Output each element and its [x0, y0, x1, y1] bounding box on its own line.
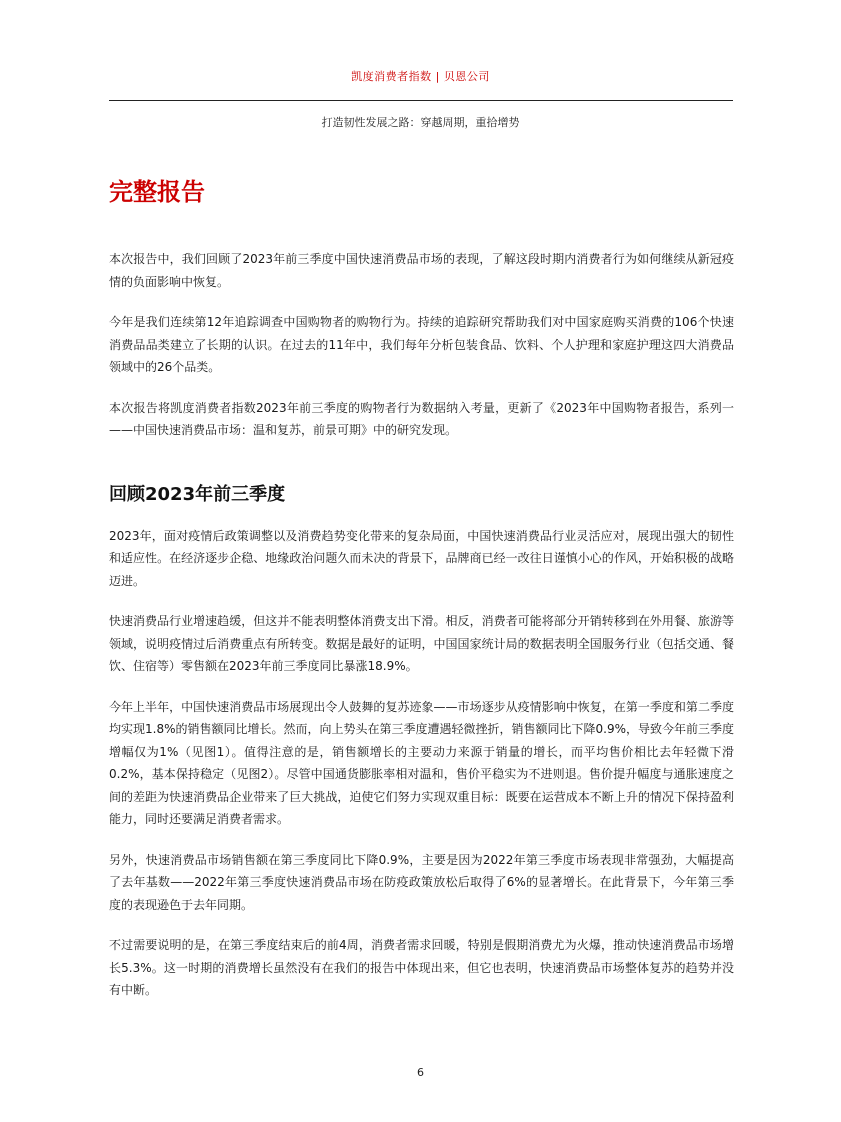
section-paragraph: 今年上半年，中国快速消费品市场展现出令人鼓舞的复苏迹象——市场逐步从疫情影响中恢复，在第一季度和第二季度均实现1.8%的销售额同比增长。然而，向上势头在第三季度遭遇轻微挫折，销售额同比下降0.9%，导致今年前三季度增幅仅为1%（见图1）。值得注意的是，销售额增长的主要动力来源于销量的增长，而平均售价相比去年轻微下滑0.2%，基本保持稳定（见图2）。尽管中国通货膨胀率相对温和，售价平稳实为不进则退。售价提升幅度与通胀速度之间的差距为快速消费品企业带来了巨大挑战，迫使它们努力实现双重目标：既要在运营成本不断上升的情况下保持盈利能力，同时还要满足消费者需求。	[109, 699, 734, 826]
intro-paragraph: 本次报告中，我们回顾了2023年前三季度中国快速消费品市场的表现，了解这段时期内消费者行为如何继续从新冠疫情的负面影响中恢复。	[109, 252, 734, 289]
header-divider	[109, 100, 733, 101]
header-subtitle: 打造韧性发展之路：穿越周期，重拾增势	[321, 116, 520, 129]
section-heading: 回顾2023年前三季度	[109, 483, 286, 505]
main-content	[109, 170, 734, 1020]
section-paragraph: 2023年，面对疫情后政策调整以及消费趋势变化带来的复杂局面，中国快速消费品行业灵活应对，展现出强大的韧性和适应性。在经济逐步企稳、地缘政治问题久而未决的背景下，品牌商已经一改往日谨慎小心的作风，开始积极的战略迈进。	[109, 528, 734, 588]
section-paragraph: 另外，快速消费品市场销售额在第三季度同比下降0.9%，主要是因为2022年第三季度市场表现非常强劲，大幅提高了去年基数——2022年第三季度快速消费品市场在防疫政策放松后取得了6%的显著增长。在此背景下，今年第三季度的表现逊色于去年同期。	[109, 852, 734, 912]
header-brand: 凯度消费者指数 | 贝恩公司	[351, 70, 490, 83]
report-title: 完整报告	[109, 178, 205, 206]
intro-paragraph: 今年是我们连续第12年追踪调查中国购物者的购物行为。持续的追踪研究帮助我们对中国家庭购买消费的106个快速消费品品类建立了长期的认识。在过去的11年中，我们每年分析包装食品、饮料、个人护理和家庭护理这四大消费品领域中的26个品类。	[109, 315, 734, 374]
page-number: 6	[417, 1066, 424, 1079]
section-paragraph: 不过需要说明的是，在第三季度结束后的前4周，消费者需求回暖，特别是假期消费尤为火爆，推动快速消费品市场增长5.3%。这一时期的消费增长虽然没有在我们的报告中体现出来，但它也表明，快速消费品市场整体复苏的趋势并没有中断。	[109, 938, 734, 997]
intro-paragraph: 本次报告将凯度消费者指数2023年前三季度的购物者行为数据纳入考量，更新了《2023年中国购物者报告，系列一——中国快速消费品市场：温和复苏，前景可期》中的研究发现。	[109, 400, 734, 437]
section-paragraph: 快速消费品行业增速趋缓，但这并不能表明整体消费支出下滑。相反，消费者可能将部分开销转移到在外用餐、旅游等领域，说明疫情过后消费重点有所转变。数据是最好的证明，中国国家统计局的数据表明全国服务行业（包括交通、餐饮、住宿等）零售额在2023年前三季度同比暴涨18.9%。	[109, 614, 734, 673]
